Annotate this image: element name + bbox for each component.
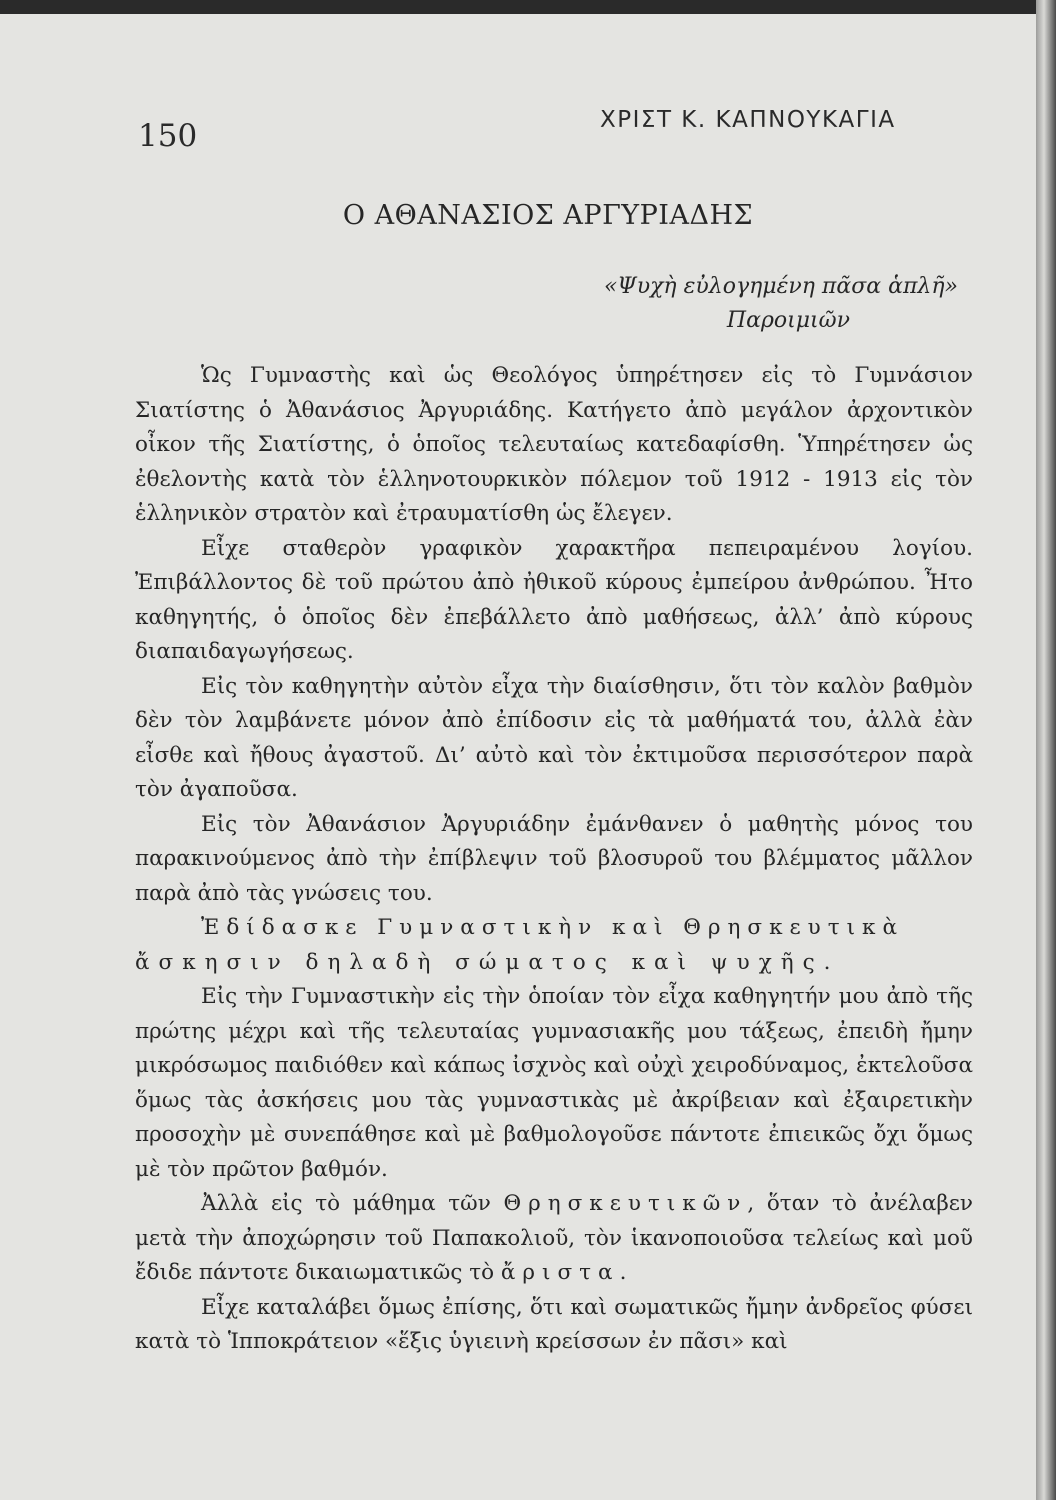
paragraph: Εἶχε σταθερὸν γραφικὸν χαρακτῆρα πεπειραμένου λογίου. Ἐπιβάλλοντος δὲ τοῦ πρώτου ἀπὸ ἠθικοῦ κύρους ἐμπείρου ἀνθρώπου. Ἦτο καθηγητής, ὁ ὁποῖος δὲν ἐπεβάλλετο ἀπὸ μαθήσεως, ἀλλ’ ἀπὸ κύρους διαπαιδαγωγήσεως. xyxy=(135,535,973,664)
epigraph-source: Παροιμιῶν xyxy=(726,308,850,333)
body-text xyxy=(135,359,973,1360)
text-run: . xyxy=(619,1260,627,1285)
page-number: 150 xyxy=(138,118,198,154)
spaced-heading-line1: Ἐδίδασκε Γυμναστικὴν καὶ Θρησκευτικὰ xyxy=(201,915,905,940)
article-title: Ο ΑΘΑΝΑΣΙΟΣ ΑΡΓΥΡΙΑΔΗΣ xyxy=(342,200,754,231)
running-head: ΧΡΙΣΤ Κ. ΚΑΠΝΟΥΚΑΓΙΑ xyxy=(600,107,896,133)
book-page xyxy=(0,14,1036,1500)
page-edge xyxy=(1036,0,1056,1500)
text-run: Ἀλλὰ εἰς τὸ μάθημα τῶν xyxy=(201,1191,504,1216)
paragraph: Εἰς τὴν Γυμναστικὴν εἰς τὴν ὁποίαν τὸν εἶχα καθηγητήν μου ἀπὸ τῆς πρώτης μέχρι καὶ τῆς τελευταίας γυμνασιακῆς μου τάξεως, ἐπειδὴ ἤμην μικρόσωμος παιδιόθεν καὶ κάπως ἰσχνὸς καὶ οὐχὶ χειροδύναμος, ἐκτελοῦσα ὅμως τὰς ἀσκήσεις μου τὰς γυμναστικὰς μὲ ἀκρίβειαν καὶ ἐξαιρετικὴν προσοχὴν μὲ συνεπάθησε καὶ μὲ βαθμολογοῦσε πάντοτε ἐπιεικῶς ὄχι ὅμως μὲ τὸν πρῶτον βαθμόν. xyxy=(135,984,973,1182)
paragraph xyxy=(135,1187,973,1291)
epigraph xyxy=(604,270,958,338)
paragraph: Εἰς τὸν καθηγητὴν αὐτὸν εἶχα τὴν διαίσθησιν, ὅτι τὸν καλὸν βαθμὸν δὲν τὸν λαμβάνετε μόνον ἀπὸ ἐπίδοσιν εἰς τὰ μαθήματά του, ἀλλὰ ἐὰν εἶσθε καὶ ἤθους ἀγαστοῦ. Δι’ αὐτὸ καὶ τὸν ἐκτιμοῦσα περισσότερον παρὰ τὸν ἀγαποῦσα. xyxy=(135,673,973,802)
spaced-word: Θρησκευτικῶν xyxy=(503,1191,748,1216)
paragraph: Εἰς τὸν Ἀθανάσιον Ἀργυριάδην ἐμάνθανεν ὁ μαθητὴς μόνος του παρακινούμενος ἀπὸ τὴν ἐπίβλεψιν τοῦ βλοσυροῦ του βλέμματος μᾶλλον παρὰ ἀπὸ τὰς γνώσεις του. xyxy=(135,811,973,906)
text-run: , ὅταν τὸ ἀνέλαβεν μετὰ τὴν ἀποχώρησιν τοῦ Παπακολιοῦ, τὸν ἱκανοποιοῦσα τελείως καὶ μοῦ ἔδιδε πάντοτε δικαιωματικῶς τὸ xyxy=(135,1191,973,1285)
paragraph: Ὡς Γυμναστὴς καὶ ὡς Θεολόγος ὑπηρέτησεν εἰς τὸ Γυμνάσιον Σιατίστης ὁ Ἀθανάσιος Ἀργυριάδης. Κατήγετο ἀπὸ μεγάλον ἀρχοντικὸν οἶκον τῆς Σιατίστης, ὁ ὁποῖος τελευταίως κατεδαφίσθη. Ὑπηρέτησεν ὡς ἐθελοντὴς κατὰ τὸν ἑλληνοτουρκικὸν πόλεμον τοῦ 1912 - 1913 εἰς τὸν ἑλληνικὸν στρατὸν καὶ ἐτραυματίσθη ὡς ἔλεγεν. xyxy=(135,363,973,526)
spaced-heading-line2: ἄσκησιν δηλαδὴ σώματος καὶ ψυχῆς. xyxy=(135,949,840,975)
epigraph-quote: «Ψυχὴ εὐλογημένη πᾶσα ἁπλῆ» xyxy=(603,274,958,299)
spaced-word: ἄριστα xyxy=(500,1260,620,1285)
paragraph: Εἶχε καταλάβει ὅμως ἐπίσης, ὅτι καὶ σωματικῶς ἤμην ἀνδρεῖος φύσει κατὰ τὸ Ἱπποκράτειον «ἕξις ὑγιεινὴ κρείσσων ἐν πᾶσι» καὶ xyxy=(135,1294,973,1354)
